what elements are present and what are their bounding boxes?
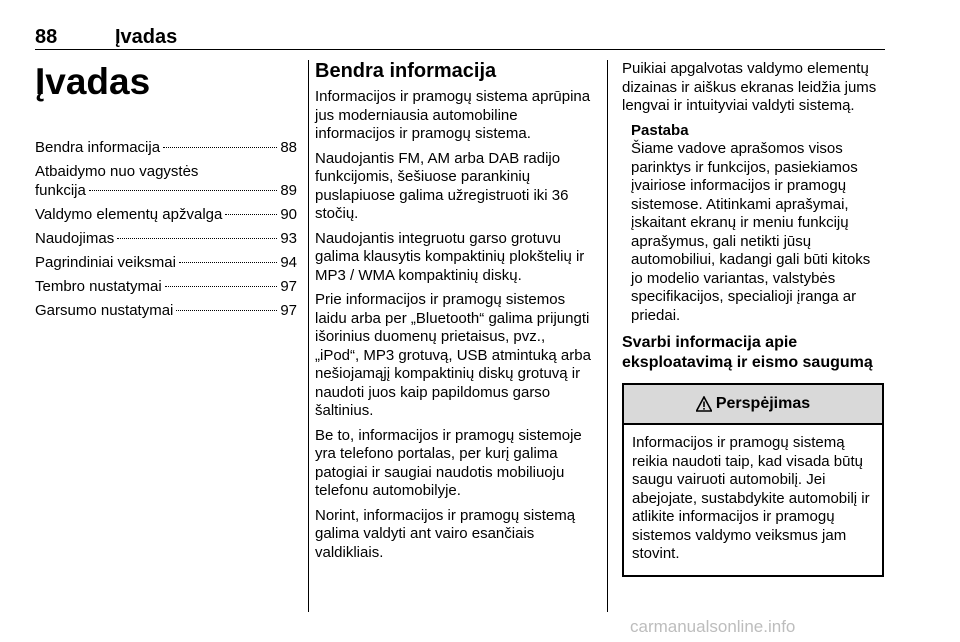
toc-page: 94 <box>280 254 297 271</box>
toc-leader <box>163 147 277 148</box>
paragraph: Norint, informacijos ir pramogų sistemą galima valdyti ant vairo esančiais valdikliais. <box>315 506 576 561</box>
toc-entry[interactable] <box>35 229 297 248</box>
paragraph: Puikiai apgalvotas valdymo elementų dizainas ir aiškus ekranas leidžia jums lengvai ir intuityviai valdyti sistemą. <box>622 60 877 114</box>
warning-text: Informacijos ir pramogų sistemą reikia naudoti taip, kad visada būtų saugu vairuoti automobilį. Jei abejojate, sustabdykite automobilį ir atlikite informacijos ir pramogų sistemos valdymo veiksmus jam stovint. <box>632 434 870 562</box>
toc-entry[interactable] <box>35 162 297 200</box>
column-divider-2 <box>607 60 608 612</box>
toc-leader <box>117 238 277 239</box>
page-header <box>35 26 885 48</box>
toc-page: 97 <box>280 278 297 295</box>
toc-entry[interactable] <box>35 205 297 224</box>
toc-label: Naudojimas <box>35 230 115 247</box>
toc-entry[interactable] <box>35 301 297 320</box>
toc-leader <box>179 262 277 263</box>
note-text: Šiame vadove aprašomos visos parinktys ir funkcijos, pasiekiamos įvairiose informacijos ir pramogų sistemose. Atitinkami aprašymai, įskaitant ekranų ir meniu funkcijų aprašymus, gali netikti jūsų automobiliui, kadangi gali būti kitoks jo modelio variantas, valstybės specifikacijos, specialioji įranga ar priedai. <box>631 140 871 324</box>
watermark: carmanualsonline.info <box>630 617 796 636</box>
toc-page: 97 <box>280 302 297 319</box>
sub-heading: Svarbi informacija apie eksploatavimą ir eismo saugumą <box>622 334 873 371</box>
column-divider-1 <box>308 60 309 612</box>
toc-label: Valdymo elementų apžvalga <box>35 206 223 223</box>
paragraph: Prie informacijos ir pramogų sistemos laidu arba per „Bluetooth“ galima prijungti išorinius duomenų prietaisus, pvz., „iPod“, MP3 grotuvą, USB atmintuką arba nešiojamąjį kompaktinių diskų grotuvą ir naudoti juos kaip papildomus garso šaltinius. <box>315 291 591 419</box>
toc-label: Pagrindiniai veiksmai <box>35 254 176 271</box>
paragraph: Informacijos ir pramogų sistema aprūpina jus moderniausia automobiline informacijos ir pramogų sistema. <box>315 88 591 142</box>
running-title: Įvadas <box>115 26 178 48</box>
warning-header <box>624 385 882 425</box>
paragraph: Naudojantis integruotu garso grotuvu galima klausytis kompaktinių plokštelių ir MP3 / WMA kompaktinių diskų. <box>315 229 585 284</box>
toc-page: 89 <box>280 182 297 199</box>
paragraph: Naudojantis FM, AM arba DAB radijo funkcijomis, šešiuose parankinių puslapiuose galima užregistruoti iki 36 stočių. <box>315 149 569 222</box>
toc-leader <box>176 310 277 311</box>
table-of-contents <box>35 138 297 320</box>
chapter-title: Įvadas <box>35 61 151 102</box>
column-3 <box>622 60 886 577</box>
toc-entry[interactable] <box>35 253 297 272</box>
toc-label: Tembro nustatymai <box>35 278 162 295</box>
toc-page: 90 <box>280 206 297 223</box>
toc-leader <box>89 190 277 191</box>
note-title: Pastaba <box>631 121 689 139</box>
header-rule <box>35 49 885 50</box>
toc-entry[interactable] <box>35 277 297 296</box>
toc-leader <box>165 286 278 287</box>
toc-label: Garsumo nustatymai <box>35 302 174 319</box>
warning-box <box>622 383 884 577</box>
toc-page: 93 <box>280 230 297 247</box>
warning-triangle-icon <box>696 396 712 412</box>
column-2 <box>315 60 593 568</box>
toc-label-line1: Atbaidymo nuo vagystės <box>35 163 199 180</box>
note <box>631 122 886 326</box>
toc-label: funkcija <box>35 182 86 199</box>
paragraph: Be to, informacijos ir pramogų sistemoje yra telefono portalas, per kurį galima patogiai ir saugiai naudotis mobiliuoju telefonu automobilyje. <box>315 426 582 499</box>
toc-entry[interactable] <box>35 138 297 157</box>
toc-page: 88 <box>280 139 297 156</box>
toc-label: Bendra informacija <box>35 139 161 156</box>
section-heading: Bendra informacija <box>315 60 497 82</box>
toc-leader <box>225 214 277 215</box>
page-number: 88 <box>35 26 58 48</box>
column-1 <box>35 60 297 325</box>
warning-title: Perspėjimas <box>715 395 811 412</box>
